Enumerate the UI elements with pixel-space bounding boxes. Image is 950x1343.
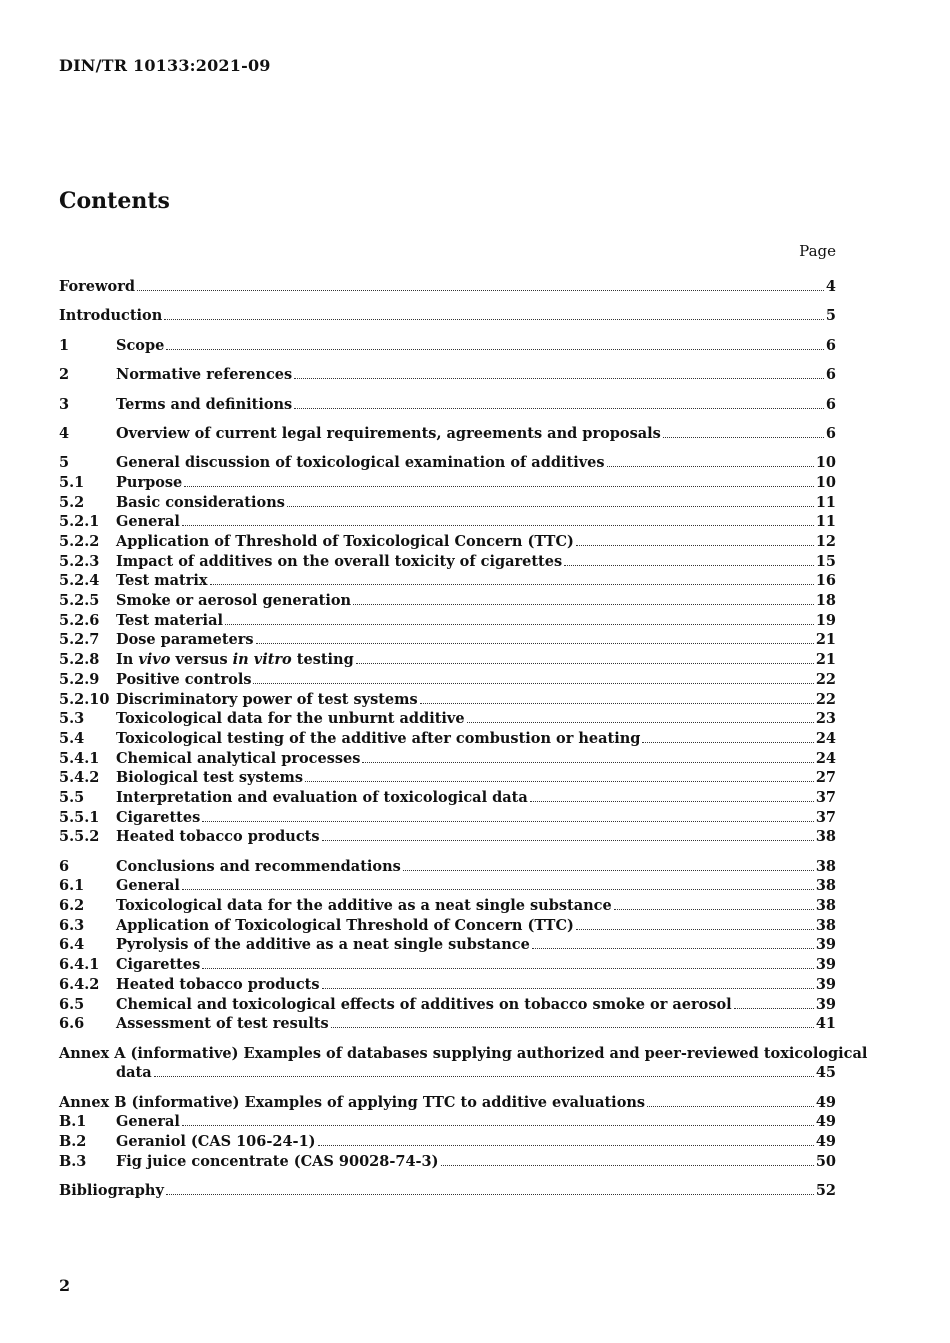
dot-leader xyxy=(184,486,814,487)
toc-entry-page: 22 xyxy=(815,690,836,708)
toc-entry[interactable] xyxy=(59,1182,836,1202)
toc-entry-number: 6.5 xyxy=(59,995,85,1013)
toc-entry-title: Cigarettes xyxy=(116,956,201,974)
toc-entry-page: 41 xyxy=(815,1015,836,1033)
toc-entry-number: 5.2.9 xyxy=(59,670,100,688)
toc-entry[interactable] xyxy=(59,671,836,691)
toc-entry-number: 5.5 xyxy=(59,788,85,806)
toc-entry-title: Cigarettes xyxy=(116,808,201,826)
toc-entry[interactable] xyxy=(59,710,836,730)
toc-entry-number: 6.3 xyxy=(59,916,85,934)
toc-entry-title: Basic considerations xyxy=(116,493,285,511)
toc-entry-title: Chemical and toxicological effects of additives on tobacco smoke or aerosol xyxy=(116,995,732,1013)
toc-entry[interactable] xyxy=(59,1094,836,1114)
toc-entry-page: 11 xyxy=(815,513,836,531)
toc-entry-page: 16 xyxy=(815,572,836,590)
toc-main-list xyxy=(59,278,836,1035)
toc-entry[interactable] xyxy=(59,828,836,848)
toc-entry-title: Discriminatory power of test systems xyxy=(116,690,418,708)
toc-entry-title: Dose parameters xyxy=(116,631,254,649)
dot-leader xyxy=(420,703,814,704)
toc-entry[interactable] xyxy=(59,278,836,298)
dot-leader xyxy=(576,545,814,546)
dot-leader xyxy=(294,408,824,409)
toc-entry-page: 6 xyxy=(825,424,836,442)
toc-entry-number: 5.1 xyxy=(59,473,85,491)
toc-entry-number: 5.4.2 xyxy=(59,769,100,787)
toc-entry-page: 39 xyxy=(815,975,836,993)
toc-entry-number: 6.2 xyxy=(59,897,85,915)
toc-entry-page: 11 xyxy=(815,493,836,511)
toc-entry-page: 21 xyxy=(815,651,836,669)
dot-leader xyxy=(202,968,814,969)
page-number: 2 xyxy=(59,1276,71,1295)
toc-entry[interactable] xyxy=(59,976,836,996)
toc-entry[interactable] xyxy=(59,396,836,416)
toc-entry-number: 5.2.1 xyxy=(59,513,100,531)
annex-a-page: 45 xyxy=(815,1064,836,1082)
toc-entry-number: 5.2.3 xyxy=(59,552,100,570)
toc-entry-page: 23 xyxy=(815,710,836,728)
toc-entry-title: Application of Toxicological Threshold of Concern (TTC) xyxy=(116,916,574,934)
toc-entry-title: Test matrix xyxy=(116,572,208,590)
toc-entry-number: 5.2.7 xyxy=(59,631,100,649)
toc-entry[interactable] xyxy=(59,572,836,592)
toc-entry-page: 49 xyxy=(815,1093,836,1111)
dot-leader xyxy=(467,722,814,723)
toc-entry[interactable] xyxy=(59,789,836,809)
dot-leader xyxy=(202,821,814,822)
dot-leader xyxy=(322,988,814,989)
dot-leader xyxy=(182,525,814,526)
toc-entry-number: B.3 xyxy=(59,1152,87,1170)
toc-entry-title: Positive controls xyxy=(116,670,252,688)
toc-entry[interactable] xyxy=(59,917,836,937)
toc-entry-number: 5.4 xyxy=(59,729,85,747)
dot-leader xyxy=(225,624,814,625)
toc-entry[interactable] xyxy=(59,858,836,878)
toc-entry-title: Chemical analytical processes xyxy=(116,749,361,767)
toc-entry-title: Impact of additives on the overall toxicity of cigarettes xyxy=(116,552,563,570)
toc-entry-title: Biological test systems xyxy=(116,769,304,787)
dot-leader xyxy=(287,506,814,507)
dot-leader xyxy=(647,1106,814,1107)
annex-a-title-cont: data xyxy=(116,1064,152,1082)
toc-entry[interactable] xyxy=(59,533,836,553)
dot-leader xyxy=(182,1125,814,1126)
dot-leader xyxy=(166,1194,814,1195)
toc-entry-number: 6.4.2 xyxy=(59,975,100,993)
dot-leader xyxy=(182,889,814,890)
toc-entry[interactable] xyxy=(59,1153,836,1173)
toc-entry-page: 37 xyxy=(815,788,836,806)
document-id: DIN/TR 10133:2021-09 xyxy=(59,56,271,75)
toc-entry-number: 4 xyxy=(59,424,70,442)
toc-entry-title: Test material xyxy=(116,611,223,629)
toc-entry-title: Toxicological testing of the additive after combustion or heating xyxy=(116,729,641,747)
page-column-label: Page xyxy=(799,242,836,260)
toc-entry-page: 52 xyxy=(815,1182,836,1200)
toc-entry-page: 27 xyxy=(815,769,836,787)
toc-entry[interactable] xyxy=(59,494,836,514)
toc-entry-number: 5.2.6 xyxy=(59,611,100,629)
toc-entry-page: 50 xyxy=(815,1152,836,1170)
toc-entry-page: 49 xyxy=(815,1133,836,1150)
toc-entry[interactable] xyxy=(59,1015,836,1035)
toc-entry-title: Overview of current legal requirements, agreements and proposals xyxy=(116,424,661,442)
dot-leader xyxy=(164,319,824,320)
toc-entry-page: 6 xyxy=(825,395,836,413)
toc-entry-title: Conclusions and recommendations xyxy=(116,857,401,875)
toc-entry-number: 5.2.8 xyxy=(59,651,100,669)
toc-entry-page: 38 xyxy=(815,828,836,846)
toc-entry[interactable] xyxy=(59,307,836,327)
dot-leader xyxy=(642,742,813,743)
toc-entry-title: General xyxy=(116,513,180,531)
toc-entry-title: In vivo versus in vitro testing xyxy=(116,651,354,669)
dot-leader xyxy=(253,683,813,684)
dot-leader xyxy=(734,1008,814,1009)
toc-entry-page: 18 xyxy=(815,592,836,610)
toc-entry-number: 5 xyxy=(59,454,70,472)
toc-entry-title: Assessment of test results xyxy=(116,1015,329,1033)
toc-entry[interactable] xyxy=(59,337,836,357)
dot-leader xyxy=(256,643,814,644)
toc-entry-page: 37 xyxy=(815,808,836,826)
toc-entry-number: 5.5.2 xyxy=(59,828,100,846)
toc-entry[interactable] xyxy=(59,750,836,770)
dot-leader xyxy=(532,948,814,949)
toc-entry-number: 3 xyxy=(59,395,70,413)
dot-leader xyxy=(663,437,824,438)
toc-entry-page: 6 xyxy=(825,336,836,354)
toc-entry[interactable] xyxy=(59,877,836,897)
dot-leader xyxy=(614,909,814,910)
toc-entry-page: 10 xyxy=(815,473,836,491)
dot-leader xyxy=(564,565,814,566)
dot-leader xyxy=(166,349,824,350)
toc-entry[interactable] xyxy=(59,612,836,632)
toc-entry-number: B.1 xyxy=(59,1113,87,1131)
toc-entry[interactable] xyxy=(59,1113,836,1133)
toc-entry-title: Interpretation and evaluation of toxicological data xyxy=(116,788,528,806)
dot-leader xyxy=(322,840,814,841)
toc-entry-number: 6.4.1 xyxy=(59,956,100,974)
toc-entry-page: 19 xyxy=(815,611,836,629)
table-of-contents xyxy=(59,278,868,1202)
toc-entry-page: 38 xyxy=(815,897,836,915)
page-title: Contents xyxy=(59,188,170,214)
toc-entry-number: 5.2.5 xyxy=(59,592,100,610)
dot-leader xyxy=(210,584,814,585)
toc-entry-page: 39 xyxy=(815,956,836,974)
toc-entry-page: 10 xyxy=(815,454,836,472)
toc-entry-title: Purpose xyxy=(116,473,183,491)
toc-entry[interactable] xyxy=(59,454,836,474)
toc-entry[interactable] xyxy=(59,513,836,533)
toc-entry-number: 5.2.2 xyxy=(59,533,100,550)
dot-leader xyxy=(154,1076,814,1077)
toc-entry-number: 5.2.4 xyxy=(59,572,100,590)
dot-leader xyxy=(576,929,814,930)
toc-entry-page: 24 xyxy=(815,749,836,767)
dot-leader xyxy=(353,604,814,605)
toc-entry[interactable] xyxy=(59,730,836,750)
toc-entry-title: Geraniol (CAS 106-24-1) xyxy=(116,1133,316,1150)
toc-entry-page: 21 xyxy=(815,631,836,649)
toc-entry[interactable] xyxy=(59,366,836,386)
toc-entry-title: General xyxy=(116,1113,180,1131)
toc-entry-title: Toxicological data for the unburnt additive xyxy=(116,710,465,728)
toc-entry[interactable] xyxy=(59,996,836,1016)
toc-entry[interactable] xyxy=(59,1133,836,1153)
toc-entry-title: Introduction xyxy=(59,307,163,325)
toc-entry-number: B.2 xyxy=(59,1133,87,1150)
toc-entry-number: 1 xyxy=(59,336,70,354)
toc-entry[interactable] xyxy=(59,897,836,917)
toc-entry[interactable] xyxy=(59,769,836,789)
toc-entry-title: Toxicological data for the additive as a neat single substance xyxy=(116,897,612,915)
toc-entry-number: 2 xyxy=(59,366,70,384)
toc-entry-title: Heated tobacco products xyxy=(116,975,320,993)
toc-entry[interactable] xyxy=(59,425,836,445)
toc-entry[interactable] xyxy=(59,691,836,711)
toc-entry[interactable] xyxy=(59,956,836,976)
toc-entry[interactable] xyxy=(59,553,836,573)
toc-entry-page: 15 xyxy=(815,552,836,570)
annex-a-title-line: Annex A (informative) Examples of databases supplying authorized and peer-reviewed toxicological xyxy=(59,1044,868,1062)
toc-entry-number: 6.4 xyxy=(59,936,85,954)
toc-entry-title: Pyrolysis of the additive as a neat single substance xyxy=(116,936,530,954)
toc-entry-page: 24 xyxy=(815,729,836,747)
toc-entry-page: 39 xyxy=(815,995,836,1013)
dot-leader xyxy=(607,466,814,467)
toc-entry-page: 6 xyxy=(825,366,836,384)
toc-entry-number: 6 xyxy=(59,857,70,875)
dot-leader xyxy=(331,1027,814,1028)
toc-entry-number: 6.6 xyxy=(59,1015,85,1033)
toc-entry-title: General discussion of toxicological examination of additives xyxy=(116,454,605,472)
toc-entry-number: 5.5.1 xyxy=(59,808,100,826)
dot-leader xyxy=(530,801,814,802)
dot-leader xyxy=(305,781,814,782)
toc-entry-title: Fig juice concentrate (CAS 90028-74-3) xyxy=(116,1152,439,1170)
toc-entry-annex-a[interactable] xyxy=(59,1044,868,1084)
toc-entry-title: Foreword xyxy=(59,278,135,295)
toc-entry-page: 5 xyxy=(825,307,836,325)
toc-entry-number: 5.2.10 xyxy=(59,690,110,708)
dot-leader xyxy=(441,1165,814,1166)
toc-entry-page: 39 xyxy=(815,936,836,954)
dot-leader xyxy=(356,663,814,664)
toc-entry-number: 5.2 xyxy=(59,493,85,511)
annex-a-continuation xyxy=(59,1064,836,1084)
dot-leader xyxy=(318,1145,814,1146)
toc-entry[interactable] xyxy=(59,631,836,651)
toc-entry-page: 38 xyxy=(815,877,836,895)
toc-entry[interactable] xyxy=(59,651,836,671)
dot-leader xyxy=(403,870,814,871)
toc-entry-number: 6.1 xyxy=(59,877,85,895)
toc-entry-page: 49 xyxy=(815,1113,836,1131)
toc-entry-number: 5.3 xyxy=(59,710,85,728)
toc-entry-title: Smoke or aerosol generation xyxy=(116,592,352,610)
toc-entry-number: 5.4.1 xyxy=(59,749,100,767)
toc-entry-title: Normative references xyxy=(116,366,293,384)
toc-entry-title: Application of Threshold of Toxicological Concern (TTC) xyxy=(116,533,574,550)
toc-entry-title: Annex B (informative) Examples of applying TTC to additive evaluations xyxy=(59,1093,646,1111)
dot-leader xyxy=(362,762,813,763)
toc-entry-title: General xyxy=(116,877,180,895)
toc-annex-b-list xyxy=(59,1094,836,1202)
toc-entry-page: 38 xyxy=(815,857,836,875)
toc-entry-title: Heated tobacco products xyxy=(116,828,320,846)
toc-entry-page: 4 xyxy=(825,278,836,295)
toc-entry-page: 38 xyxy=(815,916,836,934)
toc-entry[interactable] xyxy=(59,936,836,956)
dot-leader xyxy=(294,378,824,379)
toc-entry[interactable] xyxy=(59,474,836,494)
toc-entry-page: 12 xyxy=(815,533,836,550)
toc-entry[interactable] xyxy=(59,592,836,612)
toc-entry-title: Scope xyxy=(116,336,165,354)
toc-entry-title: Bibliography xyxy=(59,1182,164,1200)
dot-leader xyxy=(137,290,824,291)
toc-entry-title: Terms and definitions xyxy=(116,395,293,413)
toc-entry-page: 22 xyxy=(815,670,836,688)
toc-entry[interactable] xyxy=(59,809,836,829)
